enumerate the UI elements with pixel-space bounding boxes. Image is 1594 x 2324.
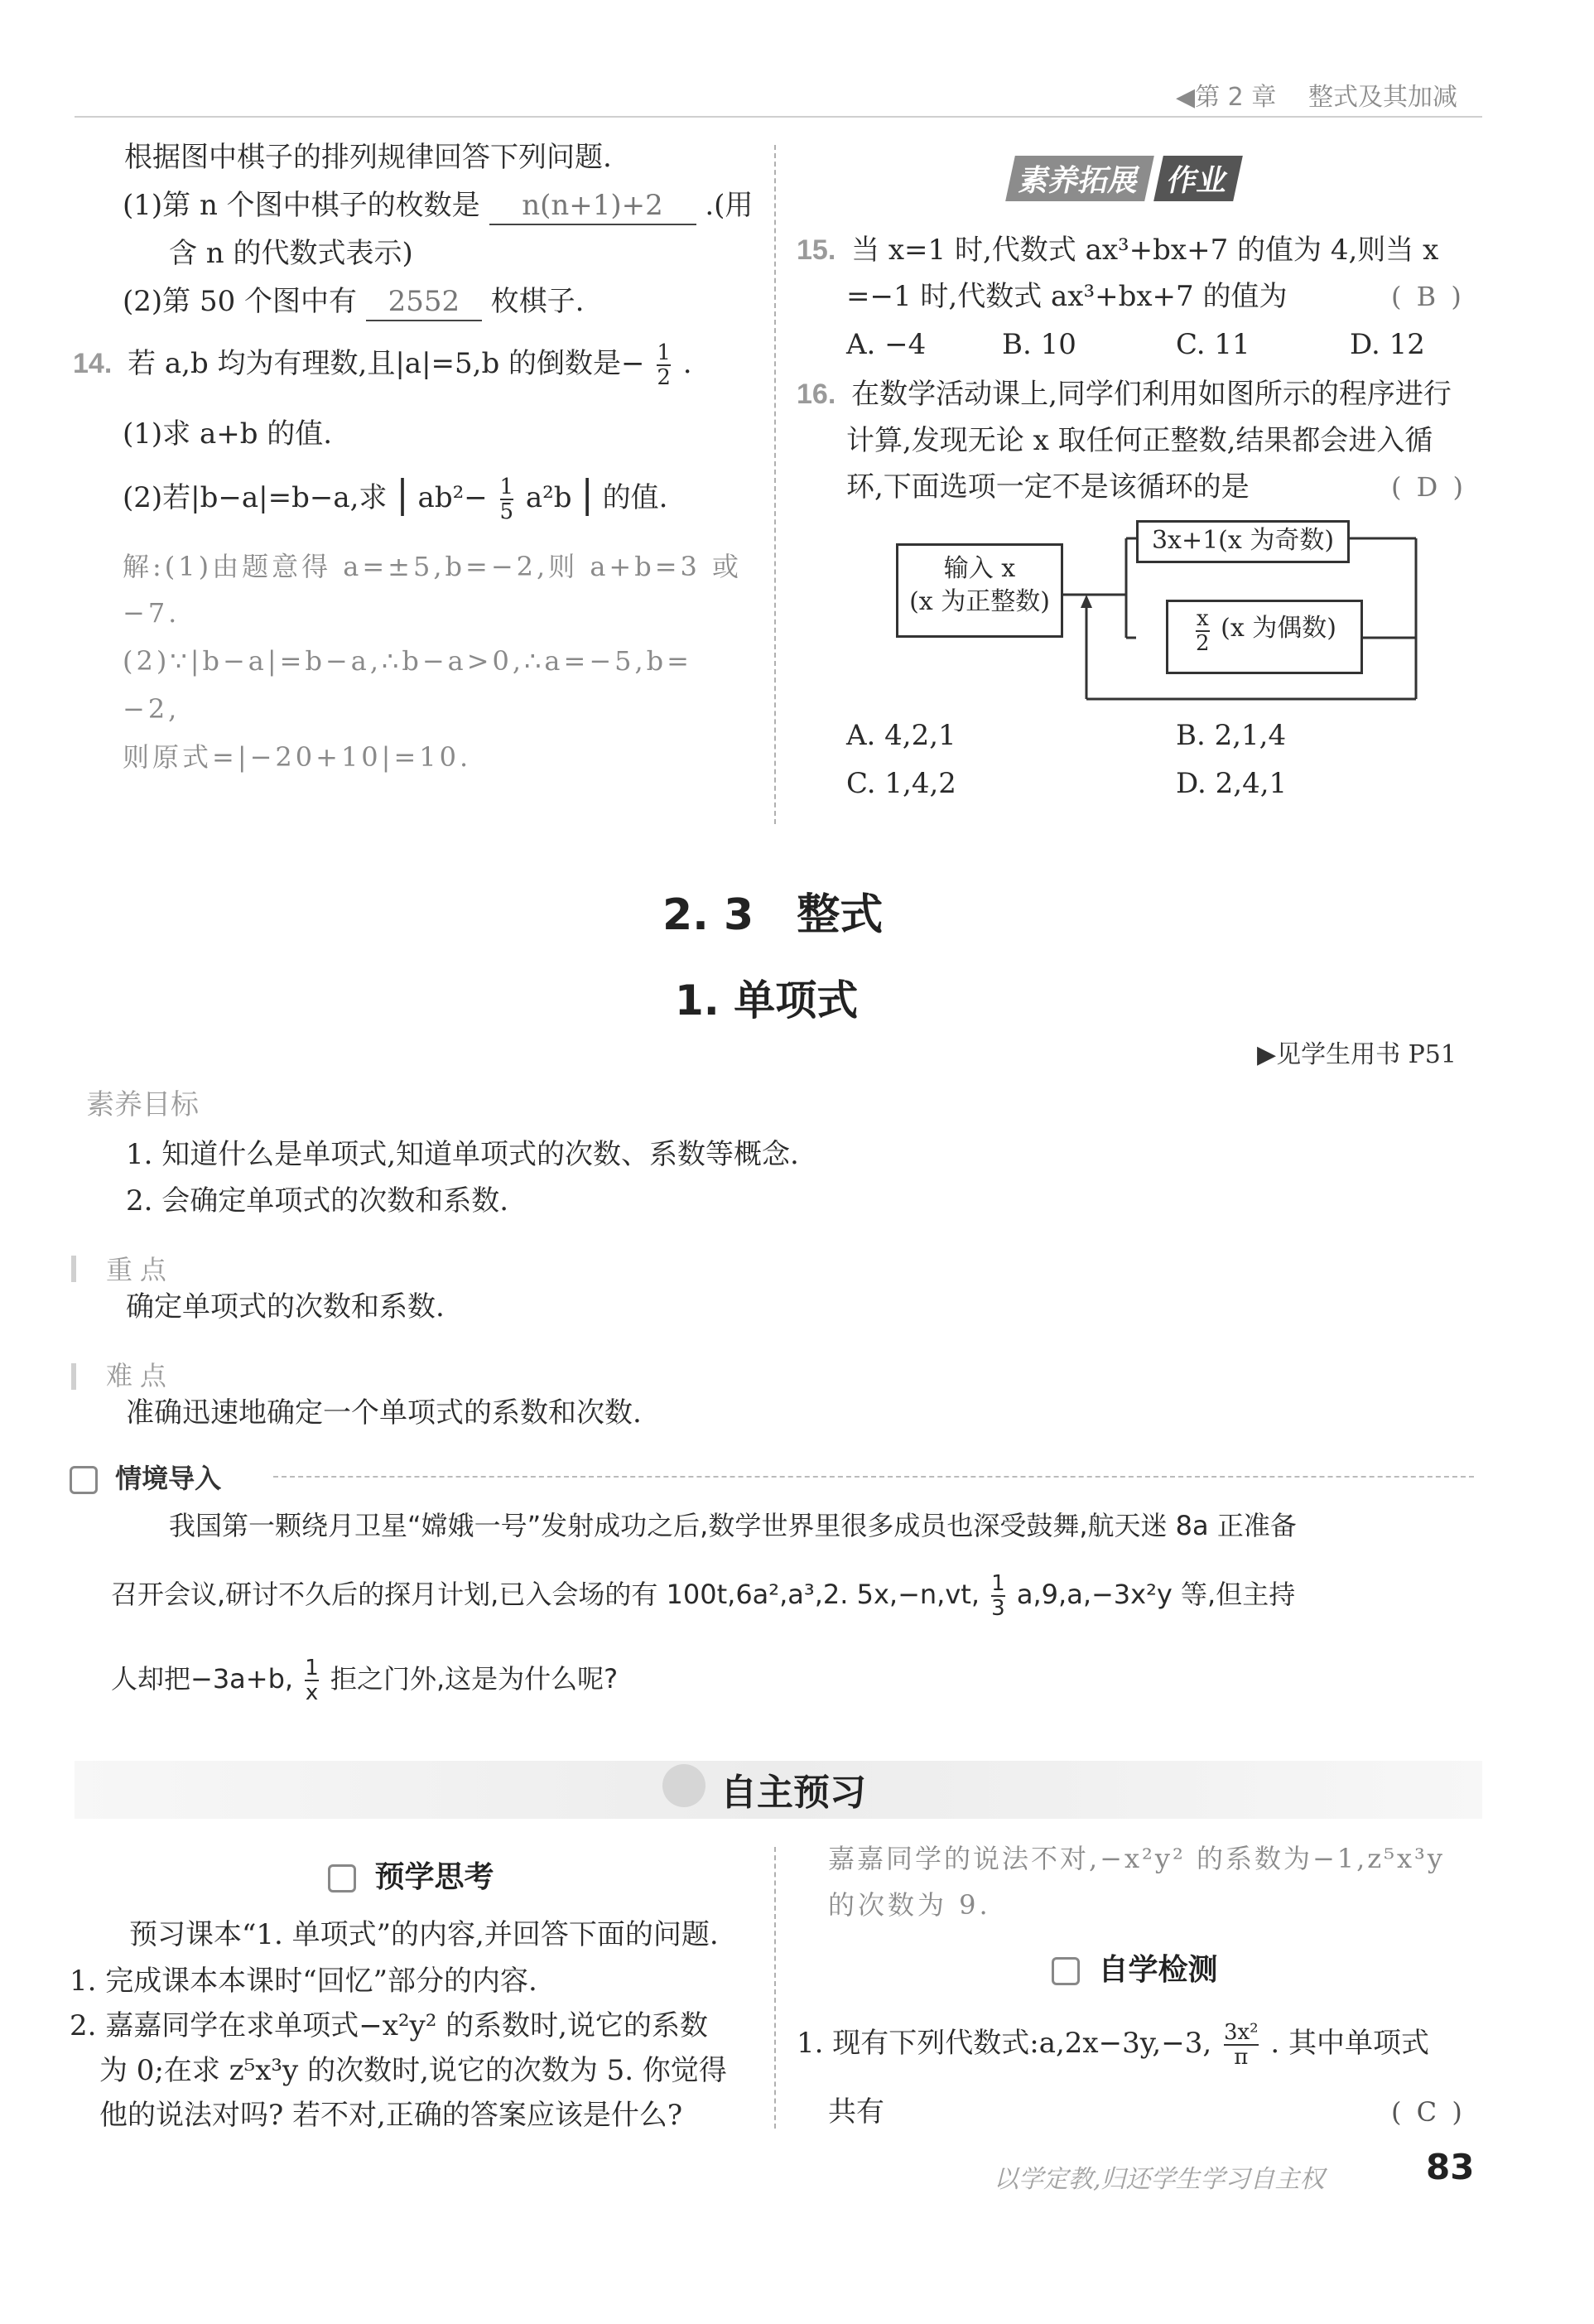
q14-end: . — [682, 347, 692, 380]
scenario-heading-row — [70, 1458, 221, 1496]
q15-number: 15. — [797, 234, 836, 266]
flow-even-frac-den: 2 — [1196, 631, 1210, 656]
q16-option-a: A. 4,2,1 — [846, 719, 956, 752]
q14-part2-d: 的值. — [602, 481, 668, 514]
q14-abs-close: | — [580, 471, 594, 516]
think-item-2-line1: 2. 嘉嘉同学在求单项式−x²y² 的系数时,说它的系数 — [70, 2009, 708, 2042]
q15-option-c: C. 11 — [1176, 328, 1250, 361]
q16-text1: 在数学活动课上,同学们利用如图所示的程序进行 — [851, 378, 1452, 411]
scenario-line2 — [111, 1572, 1295, 1620]
scenario-line2-frac-num: 1 — [991, 1571, 1005, 1596]
scenario-rule — [273, 1476, 1474, 1478]
q14-frac-num: 1 — [657, 340, 671, 365]
q13-part1 — [123, 187, 753, 225]
scenario-line2-frac-den: 3 — [991, 1596, 1005, 1621]
q16-line3: 环,下面选项一定不是该循环的是 — [846, 470, 1250, 504]
column-divider-bottom — [774, 1847, 776, 2129]
q16-line1 — [797, 376, 1452, 412]
q15-option-a: A. −4 — [846, 328, 927, 361]
q15-line1 — [797, 232, 1438, 268]
chapter-label: ◀第 2 章 — [1176, 83, 1277, 112]
scenario-line1: 我国第一颗绕月卫星“嫦娥一号”发射成功之后,数学世界里很多成员也深受鼓舞,航天迷 8a 正准备 — [169, 1510, 1297, 1541]
q14-part1: (1)求 a+b 的值. — [123, 417, 333, 451]
section-title: 2. 3 整式 — [662, 890, 884, 940]
q14-abs-open: | — [396, 471, 409, 516]
extension-badge — [1010, 156, 1238, 201]
q14-solution-2: −7. — [123, 597, 181, 629]
q13-part2-prefix: (2)第 50 个图中有 — [123, 285, 358, 318]
flow-input-box — [896, 543, 1063, 638]
q13-intro: 根据图中棋子的排列规律回答下列问题. — [124, 141, 612, 174]
q13-part1-line2: 含 n 的代数式表示) — [169, 237, 413, 270]
section-subtitle: 1. 单项式 — [675, 976, 859, 1025]
scenario-line2-fraction — [991, 1572, 1005, 1620]
q13-part2-answer: 2552 — [366, 283, 482, 321]
scenario-line3-a: 人却把−3a+b, — [111, 1663, 294, 1695]
think-item-1: 1. 完成课本本课时“回忆”部分的内容. — [70, 1965, 537, 1998]
check-item-1-fraction — [1224, 2021, 1259, 2069]
flow-odd-box — [1136, 520, 1350, 563]
think-answer-line2: 的次数为 9. — [828, 1889, 991, 1921]
key-heading: 重 点 — [106, 1255, 166, 1285]
q14-part2-fraction — [500, 475, 514, 523]
check-item-1-frac-den: π — [1234, 2045, 1249, 2070]
q16-answer: ( D ) — [1391, 471, 1466, 503]
q14-part2-c: a²b — [525, 481, 572, 514]
extension-badge-right: 作业 — [1154, 156, 1244, 201]
check-item-1-frac-num: 3x² — [1223, 2020, 1259, 2045]
difficulty-marker — [71, 1363, 76, 1390]
check-icon — [1052, 1957, 1080, 1985]
check-item-1-line2: 共有 — [828, 2095, 884, 2129]
q14-solution-1: 解:(1)由题意得 a=±5,b=−2,则 a+b=3 或 — [123, 551, 743, 582]
scenario-heading: 情境导入 — [115, 1463, 222, 1494]
scenario-line3-frac-num: 1 — [305, 1656, 319, 1680]
q14-part2-frac-num: 1 — [499, 475, 514, 499]
footer-slogan: 以学定教,归还学生学习自主权 — [994, 2165, 1325, 2194]
q14-frac-den: 2 — [657, 365, 671, 390]
think-intro: 预习课本“1. 单项式”的内容,并回答下面的问题. — [129, 1918, 719, 1951]
key-text: 确定单项式的次数和系数. — [126, 1290, 445, 1324]
q15-option-d: D. 12 — [1350, 328, 1425, 361]
flow-even-fraction — [1196, 607, 1210, 655]
q13-part1-suffix: .(用 — [705, 189, 754, 222]
page-number: 83 — [1426, 2147, 1475, 2187]
q14-part2-a: (2)若|b−a|=b−a,求 — [123, 481, 388, 514]
think-answer-line1: 嘉嘉同学的说法不对,−x²y² 的系数为−1,z⁵x³y — [828, 1843, 1445, 1874]
think-item-2-line3: 他的说法对吗? 若不对,正确的答案应该是什么? — [99, 2099, 683, 2132]
check-item-1 — [797, 2021, 1429, 2069]
extension-badge-left: 素养拓展 — [1005, 156, 1154, 201]
check-heading: 自学检测 — [1098, 1953, 1218, 1987]
think-heading: 预学思考 — [374, 1860, 494, 1894]
q14-solution-4: −2, — [123, 693, 181, 725]
q16-option-d: D. 2,4,1 — [1176, 767, 1288, 800]
q15-text1: 当 x=1 时,代数式 ax³+bx+7 的值为 4,则当 x — [851, 234, 1439, 267]
q14-text: 若 a,b 均为有理数,且|a|=5,b 的倒数是− — [128, 347, 645, 380]
q16-option-b: B. 2,1,4 — [1176, 719, 1287, 752]
flow-input-line1: 输入 x — [943, 554, 1016, 583]
think-item-2-line2: 为 0;在求 z⁵x³y 的次数时,说它的次数为 5. 你觉得 — [99, 2054, 727, 2087]
q13-part1-answer: n(n+1)+2 — [489, 187, 696, 225]
scenario-line2-a: 召开会议,研讨不久后的探月计划,已入会场的有 100t,6a²,a³,2. 5x,−n,vt, — [111, 1579, 980, 1610]
check-heading-row — [1052, 1946, 1218, 1989]
q15-answer: ( B ) — [1391, 281, 1465, 312]
q15-line2: =−1 时,代数式 ax³+bx+7 的值为 — [846, 280, 1288, 313]
flow-even-box — [1166, 600, 1363, 674]
q14-part2-b: ab²− — [417, 481, 488, 514]
header-rule — [75, 116, 1482, 118]
flow-even-text: (x 为偶数) — [1221, 614, 1336, 643]
scenario-icon — [70, 1466, 98, 1494]
check-item-1-b: . 其中单项式 — [1270, 2027, 1430, 2060]
scenario-line3-fraction — [305, 1656, 319, 1704]
q13-part1-prefix: (1)第 n 个图中棋子的枚数是 — [123, 189, 480, 222]
flow-odd-text: 3x+1(x 为奇数) — [1151, 526, 1335, 555]
q16-option-c: C. 1,4,2 — [846, 767, 956, 800]
q14-stem — [73, 341, 692, 389]
q14-solution-5: 则原式=|−20+10|=10. — [123, 741, 472, 773]
think-icon — [328, 1864, 356, 1892]
preview-banner-title: 自主预习 — [720, 1772, 866, 1814]
goals-heading: 素养目标 — [86, 1089, 199, 1121]
difficulty-text: 准确迅速地确定一个单项式的系数和次数. — [126, 1396, 642, 1430]
goal-item-2: 2. 会确定单项式的次数和系数. — [126, 1184, 509, 1217]
check-item-1-a: 1. 现有下列代数式:a,2x−3y,−3, — [797, 2027, 1212, 2060]
key-marker — [71, 1256, 76, 1282]
column-divider-top — [774, 145, 776, 824]
q13-part2-suffix: 枚棋子. — [490, 285, 585, 318]
chapter-title: 整式及其加减 — [1308, 83, 1457, 112]
scenario-line3-b: 拒之门外,这是为什么呢? — [330, 1663, 619, 1695]
q14-fraction — [657, 341, 671, 389]
book-reference: ▶见学生用书 P51 — [1257, 1040, 1457, 1069]
q16-line2: 计算,发现无论 x 取任何正整数,结果都会进入循 — [846, 424, 1433, 457]
flow-input-line2: (x 为正整数) — [909, 587, 1050, 616]
scenario-line3 — [111, 1656, 618, 1704]
q14-solution-3: (2)∵|b−a|=b−a,∴b−a>0,∴a=−5,b= — [123, 645, 692, 677]
preview-banner-badge — [662, 1764, 706, 1807]
q13-part2 — [123, 283, 584, 321]
scenario-line3-frac-den: x — [305, 1680, 319, 1705]
q14-part2-frac-den: 5 — [499, 499, 514, 524]
q15-option-b: B. 10 — [1002, 328, 1076, 361]
q16-number: 16. — [797, 378, 836, 410]
think-heading-row — [328, 1854, 494, 1896]
q14-number: 14. — [73, 348, 113, 379]
flow-even-frac-num: x — [1196, 606, 1209, 631]
scenario-line2-b: a,9,a,−3x²y 等,但主持 — [1016, 1579, 1296, 1610]
q14-part2 — [123, 471, 668, 524]
difficulty-heading: 难 点 — [106, 1361, 166, 1391]
check-item-1-answer: ( C ) — [1391, 2096, 1466, 2128]
goal-item-1: 1. 知道什么是单项式,知道单项式的次数、系数等概念. — [126, 1138, 799, 1171]
